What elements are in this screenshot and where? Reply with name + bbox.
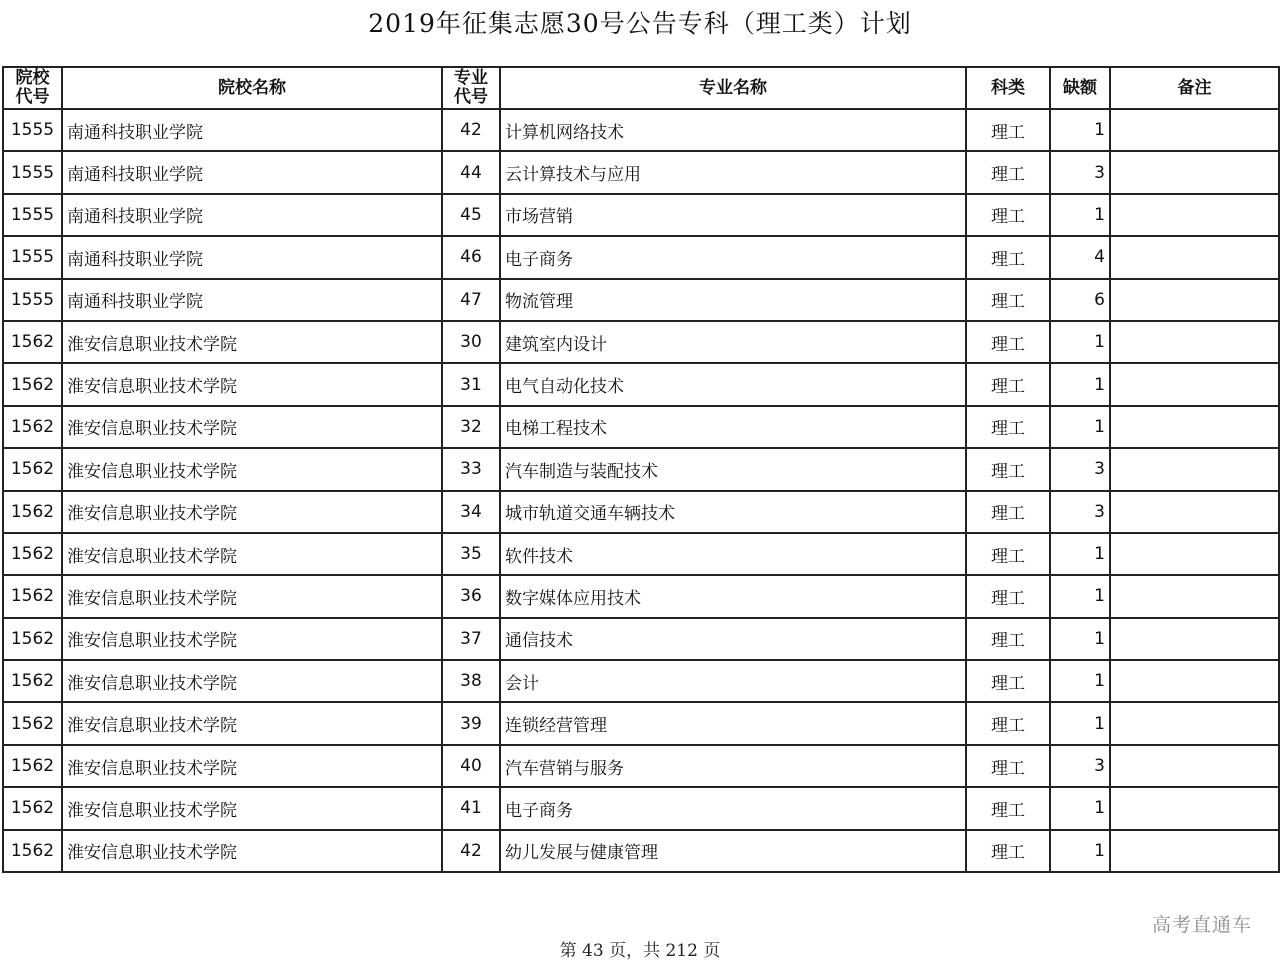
cell-school-name: 南通科技职业学院 <box>62 194 442 236</box>
cell-major-code: 30 <box>442 321 500 363</box>
cell-school-name: 淮安信息职业技术学院 <box>62 406 442 448</box>
page-title: 2019年征集志愿30号公告专科（理工类）计划 <box>368 9 912 38</box>
cell-category: 理工 <box>966 830 1050 872</box>
cell-remarks <box>1110 491 1279 533</box>
cell-vacancies: 1 <box>1050 321 1110 363</box>
cell-school-name: 淮安信息职业技术学院 <box>62 787 442 829</box>
cell-vacancies: 1 <box>1050 533 1110 575</box>
cell-school-name: 淮安信息职业技术学院 <box>62 575 442 617</box>
cell-vacancies: 1 <box>1050 109 1110 151</box>
cell-major-code: 42 <box>442 109 500 151</box>
cell-school-code: 1562 <box>3 702 62 744</box>
cell-vacancies: 1 <box>1050 406 1110 448</box>
cell-school-code: 1562 <box>3 533 62 575</box>
table-row <box>3 491 1279 533</box>
cell-remarks <box>1110 236 1279 278</box>
cell-school-code: 1555 <box>3 151 62 193</box>
cell-category: 理工 <box>966 406 1050 448</box>
cell-school-code: 1562 <box>3 787 62 829</box>
cell-major-name: 连锁经营管理 <box>500 702 966 744</box>
cell-school-name: 淮安信息职业技术学院 <box>62 448 442 490</box>
cell-category: 理工 <box>966 236 1050 278</box>
cell-category: 理工 <box>966 618 1050 660</box>
cell-major-code: 46 <box>442 236 500 278</box>
cell-vacancies: 1 <box>1050 618 1110 660</box>
cell-major-name: 电子商务 <box>500 236 966 278</box>
enrollment-plan-table <box>2 66 1280 873</box>
cell-vacancies: 1 <box>1050 194 1110 236</box>
cell-major-name: 计算机网络技术 <box>500 109 966 151</box>
header-category: 科类 <box>966 67 1050 109</box>
table-row <box>3 321 1279 363</box>
cell-major-code: 34 <box>442 491 500 533</box>
table-row <box>3 151 1279 193</box>
cell-school-name: 南通科技职业学院 <box>62 236 442 278</box>
cell-category: 理工 <box>966 363 1050 405</box>
cell-major-name: 汽车营销与服务 <box>500 745 966 787</box>
cell-school-code: 1555 <box>3 236 62 278</box>
cell-major-name: 城市轨道交通车辆技术 <box>500 491 966 533</box>
cell-school-name: 淮安信息职业技术学院 <box>62 363 442 405</box>
cell-major-code: 35 <box>442 533 500 575</box>
header-vacancies: 缺额 <box>1050 67 1110 109</box>
table-row <box>3 533 1279 575</box>
table-row <box>3 109 1279 151</box>
header-remarks: 备注 <box>1110 67 1279 109</box>
cell-major-code: 38 <box>442 660 500 702</box>
table-row <box>3 236 1279 278</box>
cell-vacancies: 3 <box>1050 151 1110 193</box>
cell-school-name: 淮安信息职业技术学院 <box>62 660 442 702</box>
table-row <box>3 830 1279 872</box>
cell-major-code: 47 <box>442 279 500 321</box>
cell-school-code: 1562 <box>3 448 62 490</box>
cell-category: 理工 <box>966 533 1050 575</box>
cell-remarks <box>1110 406 1279 448</box>
cell-school-code: 1562 <box>3 406 62 448</box>
cell-major-name: 市场营销 <box>500 194 966 236</box>
cell-category: 理工 <box>966 151 1050 193</box>
cell-major-code: 42 <box>442 830 500 872</box>
cell-school-name: 淮安信息职业技术学院 <box>62 533 442 575</box>
cell-remarks <box>1110 533 1279 575</box>
cell-category: 理工 <box>966 109 1050 151</box>
cell-remarks <box>1110 109 1279 151</box>
cell-school-name: 淮安信息职业技术学院 <box>62 321 442 363</box>
header-major-name: 专业名称 <box>500 67 966 109</box>
cell-major-name: 软件技术 <box>500 533 966 575</box>
cell-school-code: 1562 <box>3 745 62 787</box>
cell-remarks <box>1110 363 1279 405</box>
cell-major-code: 44 <box>442 151 500 193</box>
table-row <box>3 194 1279 236</box>
cell-school-name: 淮安信息职业技术学院 <box>62 618 442 660</box>
cell-vacancies: 3 <box>1050 745 1110 787</box>
table-row <box>3 618 1279 660</box>
table-row <box>3 363 1279 405</box>
cell-major-name: 幼儿发展与健康管理 <box>500 830 966 872</box>
cell-remarks <box>1110 830 1279 872</box>
cell-remarks <box>1110 151 1279 193</box>
cell-major-code: 31 <box>442 363 500 405</box>
cell-vacancies: 3 <box>1050 448 1110 490</box>
cell-category: 理工 <box>966 745 1050 787</box>
table-row <box>3 745 1279 787</box>
cell-school-code: 1562 <box>3 830 62 872</box>
cell-remarks <box>1110 660 1279 702</box>
table-body <box>3 109 1279 872</box>
cell-school-code: 1562 <box>3 491 62 533</box>
cell-school-code: 1562 <box>3 575 62 617</box>
cell-category: 理工 <box>966 660 1050 702</box>
cell-remarks <box>1110 618 1279 660</box>
cell-major-code: 32 <box>442 406 500 448</box>
table-header-row <box>3 67 1279 109</box>
cell-vacancies: 4 <box>1050 236 1110 278</box>
cell-vacancies: 1 <box>1050 830 1110 872</box>
cell-school-name: 淮安信息职业技术学院 <box>62 830 442 872</box>
cell-remarks <box>1110 279 1279 321</box>
cell-major-name: 通信技术 <box>500 618 966 660</box>
cell-category: 理工 <box>966 787 1050 829</box>
cell-major-name: 电子商务 <box>500 787 966 829</box>
cell-major-name: 数字媒体应用技术 <box>500 575 966 617</box>
cell-vacancies: 1 <box>1050 575 1110 617</box>
cell-school-code: 1562 <box>3 363 62 405</box>
cell-remarks <box>1110 448 1279 490</box>
cell-remarks <box>1110 575 1279 617</box>
cell-remarks <box>1110 745 1279 787</box>
table-row <box>3 448 1279 490</box>
cell-category: 理工 <box>966 194 1050 236</box>
cell-school-code: 1555 <box>3 279 62 321</box>
cell-category: 理工 <box>966 279 1050 321</box>
cell-major-code: 41 <box>442 787 500 829</box>
cell-major-name: 电气自动化技术 <box>500 363 966 405</box>
cell-school-code: 1555 <box>3 194 62 236</box>
cell-vacancies: 1 <box>1050 363 1110 405</box>
cell-vacancies: 1 <box>1050 702 1110 744</box>
cell-school-name: 淮安信息职业技术学院 <box>62 745 442 787</box>
cell-school-name: 淮安信息职业技术学院 <box>62 491 442 533</box>
cell-vacancies: 1 <box>1050 787 1110 829</box>
header-school-name: 院校名称 <box>62 67 442 109</box>
cell-vacancies: 6 <box>1050 279 1110 321</box>
cell-major-name: 建筑室内设计 <box>500 321 966 363</box>
cell-category: 理工 <box>966 491 1050 533</box>
cell-major-name: 电梯工程技术 <box>500 406 966 448</box>
cell-remarks <box>1110 787 1279 829</box>
header-school-code: 院校代号 <box>3 67 62 109</box>
cell-school-code: 1562 <box>3 660 62 702</box>
cell-major-code: 33 <box>442 448 500 490</box>
cell-major-name: 物流管理 <box>500 279 966 321</box>
cell-major-code: 45 <box>442 194 500 236</box>
table-row <box>3 279 1279 321</box>
table-row <box>3 702 1279 744</box>
cell-remarks <box>1110 702 1279 744</box>
table-row <box>3 406 1279 448</box>
cell-school-name: 南通科技职业学院 <box>62 279 442 321</box>
page-number-footer: 第 43 页，共 212 页 <box>559 941 721 961</box>
cell-vacancies: 1 <box>1050 660 1110 702</box>
watermark-text: 高考直通车 <box>1151 914 1252 936</box>
cell-school-code: 1562 <box>3 321 62 363</box>
cell-major-code: 36 <box>442 575 500 617</box>
cell-school-name: 南通科技职业学院 <box>62 151 442 193</box>
cell-major-name: 云计算技术与应用 <box>500 151 966 193</box>
cell-major-code: 37 <box>442 618 500 660</box>
cell-major-code: 39 <box>442 702 500 744</box>
cell-vacancies: 3 <box>1050 491 1110 533</box>
table-row <box>3 575 1279 617</box>
cell-category: 理工 <box>966 448 1050 490</box>
cell-category: 理工 <box>966 702 1050 744</box>
cell-major-name: 会计 <box>500 660 966 702</box>
table-row <box>3 660 1279 702</box>
cell-major-code: 40 <box>442 745 500 787</box>
cell-remarks <box>1110 194 1279 236</box>
cell-school-name: 南通科技职业学院 <box>62 109 442 151</box>
cell-school-code: 1562 <box>3 618 62 660</box>
cell-category: 理工 <box>966 321 1050 363</box>
header-major-code: 专业代号 <box>442 67 500 109</box>
cell-major-name: 汽车制造与装配技术 <box>500 448 966 490</box>
table-row <box>3 787 1279 829</box>
cell-school-code: 1555 <box>3 109 62 151</box>
cell-school-name: 淮安信息职业技术学院 <box>62 702 442 744</box>
cell-remarks <box>1110 321 1279 363</box>
cell-category: 理工 <box>966 575 1050 617</box>
